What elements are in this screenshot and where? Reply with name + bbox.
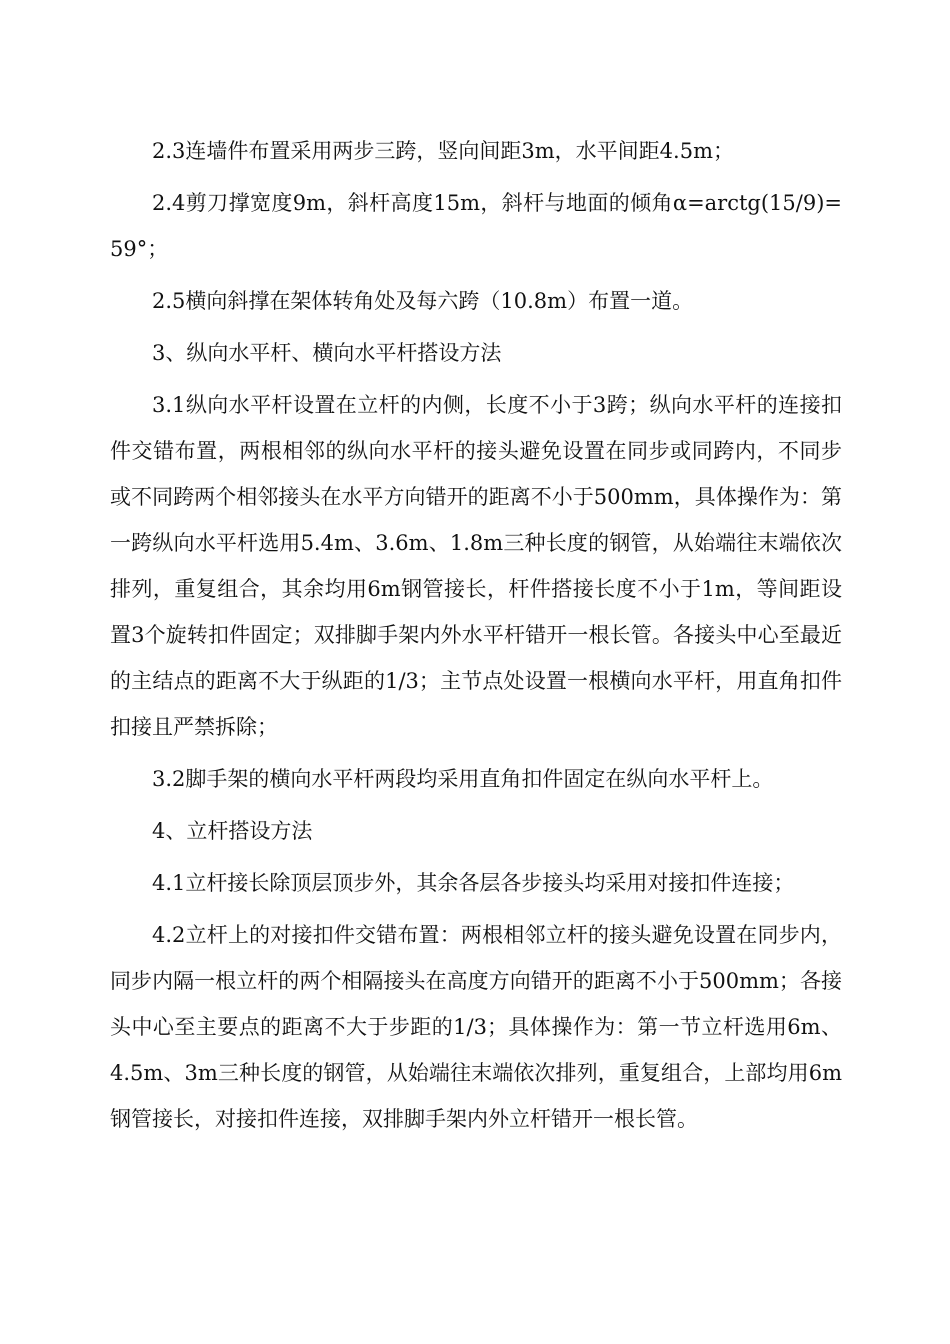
paragraph-3-1-longitudinal-bars: 3.1纵向水平杆设置在立杆的内侧，长度不小于3跨；纵向水平杆的连接扣件交错布置，两根相邻的纵向水平杆的接头避免设置在同步或同跨内，不同步或不同跨两个相邻接头在水平方向错开的距离不小于500mm，具体操作为：第一跨纵向水平杆选用5.4m、3.6m、1.8m三种长度的钢管，从始端往末端依次排列，重复组合，其余均用6m钢管接长，杆件搭接长度不小于1m，等间距设置3个旋转扣件固定；双排脚手架内外水平杆错开一根长管。各接头中心至最近的主结点的距离不大于纵距的1/3；主节点处设置一根横向水平杆，用直角扣件扣接且严禁拆除； (110, 393, 842, 739)
paragraph-3-2-transverse-bars: 3.2脚手架的横向水平杆两段均采用直角扣件固定在纵向水平杆上。 (152, 767, 774, 791)
paragraph-2-5-transverse-bracing: 2.5横向斜撑在架体转角处及每六跨（10.8m）布置一道。 (152, 289, 694, 313)
section-heading-4: 4、立杆搭设方法 (152, 819, 313, 843)
document-body (110, 128, 842, 1148)
paragraph-2-4-scissor-bracing: 2.4剪刀撑宽度9m，斜杆高度15m，斜杆与地面的倾角α=arctg(15/9)=59°； (110, 191, 842, 261)
paragraph-4-2-butt-fasteners: 4.2立杆上的对接扣件交错布置：两根相邻立杆的接头避免设置在同步内，同步内隔一根立杆的两个相隔接头在高度方向错开的距离不小于500mm；各接头中心至主要点的距离不大于步距的1/3；具体操作为：第一节立杆选用6m、4.5m、3m三种长度的钢管，从始端往末端依次排列，重复组合，上部均用6m钢管接长，对接扣件连接，双排脚手架内外立杆错开一根长管。 (110, 923, 842, 1131)
paragraph-4-1-pole-extension: 4.1立杆接长除顶层顶步外，其余各层各步接头均采用对接扣件连接； (152, 871, 795, 895)
paragraph-2-3-wall-ties: 2.3连墙件布置采用两步三跨，竖向间距3m，水平间距4.5m； (152, 139, 734, 163)
section-heading-3: 3、纵向水平杆、横向水平杆搭设方法 (152, 341, 502, 365)
